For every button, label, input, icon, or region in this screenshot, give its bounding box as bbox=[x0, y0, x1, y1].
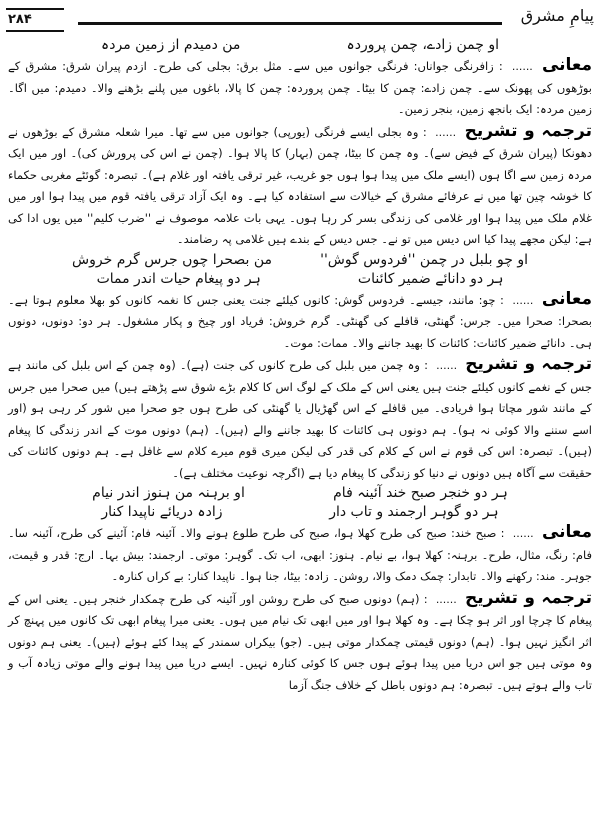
translation-paragraph bbox=[8, 121, 592, 251]
hemistich: ہر دو پیغام حیات اندر ممات bbox=[96, 270, 261, 287]
hemistich: ہر دو دانائے ضمیر کائنات bbox=[357, 270, 504, 287]
verse-line bbox=[8, 36, 592, 55]
translation-text: : وہ بجلی ایسے فرنگی (یورپی) جوانوں میں سے تھا۔ میرا شعلہ مشرق کے بوڑھوں نے دھونکا (پیران شرق کے فیض سے)۔ وہ چمن کا بیٹا، چمن (بہار) کا پالا ہوا۔ (چمن نے اس کی پرورش کی)۔ اور میں ایک مردہ زمین سے اگا ہوں (ایسے ملک میں پیدا ہوا ہوں جو غریب، غیر ترقی یافتہ اور غلام ہے)۔ تبصرہ: گوئٹے مغربی حکماء کا خوشہ چین تھا میں نے عرفائے مشرق کے خیالات سے استفادہ کیا ہے۔ وہ ایک آزاد ترقی یافتہ قوم میں پیدا ہوا اور میں غلام ملک میں پیدا ہوا اور غلامی کی زندگی بسر کر رہا ہوں۔ یہی بات علامہ موصوف نے ''ضرب کلیم'' میں یوں ادا کی ہے: لیکن مجھے پیدا کیا اس دیس میں تو نے۔ جس دیس کے بندے ہیں غلامی پہ رضامند۔ bbox=[8, 124, 592, 246]
verse-line bbox=[8, 484, 592, 503]
page-content bbox=[8, 36, 592, 696]
page-number: ۲۸۴ bbox=[6, 8, 64, 32]
meanings-text: : چو: مانند، جیسے۔ فردوس گوش: کانوں کیلئے جنت یعنی جس کا نغمہ کانوں کو بھلا معلوم ہوتا ہے۔ بصحرا: صحرا میں۔ جرس: گھنٹی، قافلے کی گھنٹی۔ گرم خروش: فریاد اور چیخ و پکار مشغول۔ ہر دو: دونوں، دونوں ہی۔ دانائے ضمیر کائنات: کائنات کا بھید جاننے والا۔ ممات: موت۔ bbox=[8, 292, 592, 350]
meanings-paragraph bbox=[8, 55, 592, 121]
ellipsis: ...... bbox=[435, 125, 457, 139]
ellipsis: ...... bbox=[435, 592, 457, 606]
section-2 bbox=[8, 251, 592, 485]
translation-text: : وہ چمن میں بلبل کی طرح کانوں کی جنت (ہے)۔ (وہ چمن کے اس بلبل کی مانند ہے جس کے نغمے کانوں کیلئے جنت ہیں یعنی اس کے ملک کے لوگ اس کا کلام بڑے شوق سے پڑھتے ہیں) میں صحرا میں جرس کے مانند شور مچاتا ہوا فریادی۔ میں قافلے کے اس گھڑیال یا گھنٹی کی طرح ہوں جو صحرا میں شور کر رہی ہو (اور اسے سننے والا کوئی نہ ہو)۔ ہم دونوں ہی کائنات کا بھید جاننے والے (ہیں)۔ (ہم) دونوں موت کے اندر زندگی کا پیغام (ہیں)۔ تبصرہ: اس کی قوم نے اس کے کلام کی قدر کی لیکن میری قوم میرے کلام سے غافل ہے۔ ہم دونوں کائنات کی حقیقت سے آگاہ ہیں دونوں نے دنیا کو زندگی کا پیغام دیا ہے (اگرچہ نوعیت مختلف ہے)۔ bbox=[8, 358, 592, 480]
section-3 bbox=[8, 484, 592, 696]
meanings-paragraph bbox=[8, 289, 592, 355]
meanings-paragraph bbox=[8, 522, 592, 588]
translation-text: : (ہم) دونوں صبح کی طرح روشن اور آئینہ کی طرح چمکدار خنجر ہیں۔ یعنی اس کے پیغام کا چرچا اور اثر ہو چکا ہے۔ وہ کھلا ہوا اور میں ابھی تک نیام میں ہوں۔ یعنی میرا پیغام ابھی تک کانوں میں پہنچ کر اثر انگیز نہیں ہوا۔ (ہم) دونوں قیمتی چمکدار موتی ہیں۔ (جو) بیکراں سمندر کے پیدا کئے ہوئے (ہیں)۔ یعنی ہم دونوں وہ موتی ہیں جو اس دریا میں پیدا ہوئے ہوں جس کا کوئی کنارہ نہیں۔ ایسے دریا میں پیدا ہونے والے موتی زیادہ آب و تاب والے ہوتے ہیں۔ تبصرہ: ہم دونوں باطل کے خلاف جنگ آزما bbox=[8, 591, 593, 692]
ellipsis: ...... bbox=[436, 359, 458, 372]
meanings-text: : زافرنگی جواناں: فرنگی جوانوں میں سے۔ مثل برق: بجلی کی طرح۔ ازدم پیران شرق: مشرق کے بوڑھوں کی پھونک سے۔ چمن زادے: چمن کا بیٹا۔ چمن پروردہ: چمن کا پالا، باغوں میں پلنے بڑھنے والا۔ دمیدم: میں اگا۔ زمین مردہ: ایک بانجھ زمین، بنجر زمین۔ bbox=[8, 59, 592, 116]
hemistich: او چو بلبل در چمن ''فردوس گوش'' bbox=[320, 251, 528, 268]
translation-label: ترجمہ و تشریح bbox=[465, 587, 592, 608]
hemistich: ہر دو گوہر ارجمند و تاب دار bbox=[329, 504, 499, 520]
translation-label: ترجمہ و تشریح bbox=[465, 354, 593, 374]
verse-line bbox=[8, 503, 592, 522]
page-header bbox=[6, 6, 594, 32]
meanings-label: معانی bbox=[541, 288, 593, 309]
ellipsis: ...... bbox=[512, 293, 534, 307]
hemistich: ہر دو خنجر صبح خند آئینہ فام bbox=[333, 485, 508, 501]
meanings-label: معانی bbox=[541, 522, 593, 542]
ellipsis: ...... bbox=[512, 527, 534, 540]
meanings-label: معانی bbox=[541, 55, 593, 75]
hemistich: من دمیدم از زمین مردہ bbox=[101, 37, 241, 53]
translation-label: ترجمہ و تشریح bbox=[464, 120, 592, 141]
meanings-text: : صبح خند: صبح کی طرح کھلا ہوا، صبح کی طرح طلوع ہونے والا۔ آئینہ فام: آئینے کی طرح، آئینہ سا۔ فام: رنگ، مثال، طرح۔ برہنہ: کھلا ہوا، بے نیام۔ ہنوز: ابھی، اب تک۔ گوہر: موتی۔ ارجمند: بیش بہا۔ ارج: قدر و قیمت، جوہر۔ مند: رکھنے والا۔ تابدار: چمک دمک والا، روشن۔ زادہ: بیٹا، جنا ہوا۔ ناپیدا کنار: بے کراں کنارہ۔ bbox=[8, 526, 592, 583]
translation-paragraph bbox=[8, 588, 592, 697]
hemistich: زادہ دریائے ناپیدا کنار bbox=[101, 504, 223, 520]
ellipsis: ...... bbox=[511, 60, 533, 73]
hemistich: او چمن زادے، چمن پروردہ bbox=[346, 37, 499, 53]
verse-line bbox=[8, 270, 592, 289]
book-title: پیامِ مشرق bbox=[520, 6, 594, 25]
verse-line bbox=[8, 251, 592, 270]
hemistich: من بصحرا چوں جرس گرم خروش bbox=[72, 251, 273, 268]
header-rule bbox=[78, 22, 502, 25]
hemistich: او برہنہ من ہنوز اندر نیام bbox=[92, 485, 245, 501]
translation-paragraph bbox=[8, 354, 592, 484]
section-1 bbox=[8, 36, 592, 251]
